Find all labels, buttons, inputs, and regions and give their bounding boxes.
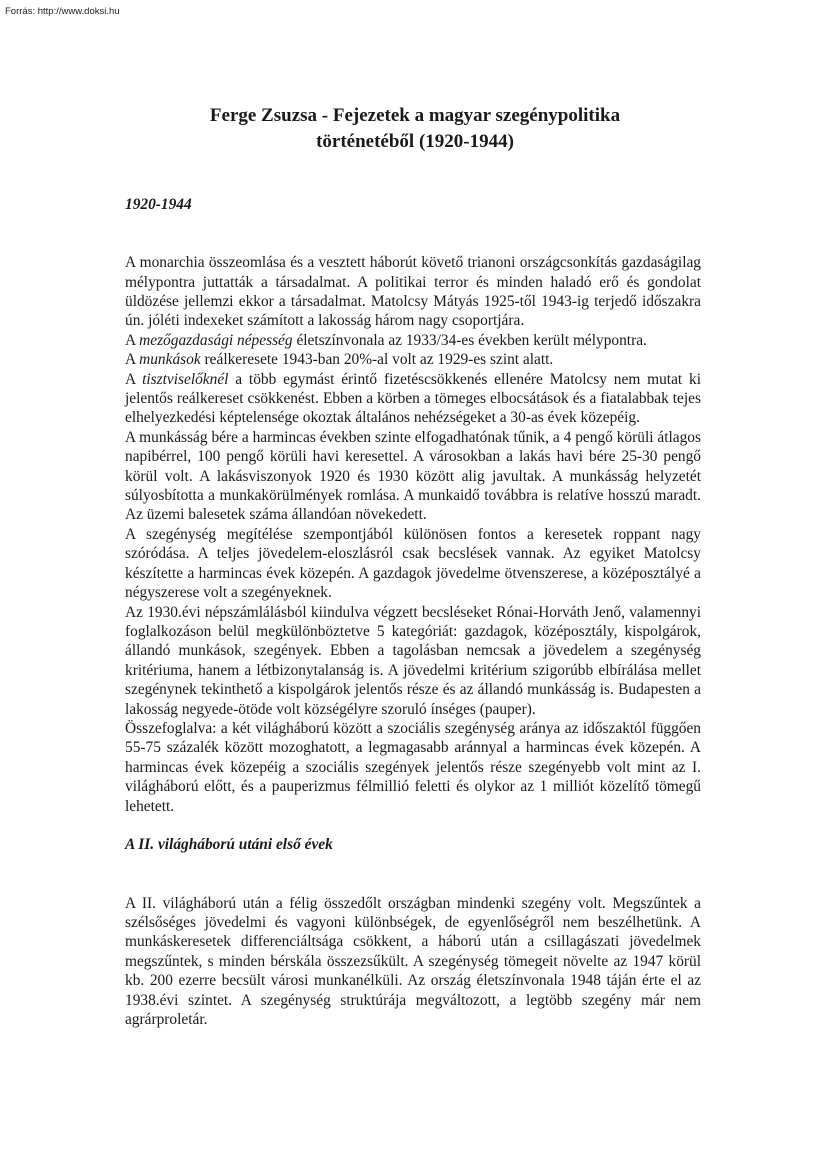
emphasis-workers: munkások	[139, 351, 201, 369]
text-span: A	[125, 370, 143, 388]
text-span: életszínvonala az 1933/34-es években került mélypontra.	[292, 331, 647, 349]
paragraph-census: Az 1930.évi népszámlálásból kiindulva végzett becsléseket Rónai-Horváth Jenő, valamennyi foglalkozáson belül megkülönböztetve 5 kategóriát: gazdagok, középosztály, kispolgárok, állandó munkások, szegények. Ebben a tagolásban nemcsak a jövedelem a szegénység kritériuma, hanem a létbizonytalanság is. A jövedelmi kritérium szigorúbb elbírálása mellet szegénynek tekinthető a kispolgárok jelentős része és az állandó munkásság is. Budapesten a lakosság negyede-ötöde volt községélyre szoruló ínséges (pauper).	[125, 603, 701, 718]
section-heading-1920-1944: 1920-1944	[125, 196, 192, 213]
paragraph-postwar: A II. világháború után a félig összedőlt országban mindenki szegény volt. Megszűntek a szélsőséges jövedelmi és vagyoni különbségek, de egyenlőségről nem beszélhetünk. A munkáskeresetek differenciáltsága csökkent, a háború után a csillagászati jövedelmek megszűntek, s minden bérskála összezsűkült. A szegénység tömegeit növelte az 1947 körül kb. 200 ezerre becsült városi munkanélküli. Az ország életszínvonala 1948 táján érte el az 1938.évi szintet. A szegénység struktúrája megváltozott, a legtöbb szegény már nem agrárproletár.	[125, 894, 701, 1028]
emphasis-agricultural: mezőgazdasági népesség	[139, 331, 293, 349]
document-body	[125, 195, 701, 1029]
paragraph-wages: A munkásság bére a harmincas években szinte elfogadhatónak tűnik, a 4 pengő körüli átlagos napibérrel, 100 pengő körüli havi keresettel. A városokban a lakás havi bére 25-30 pengő körül volt. A lakásviszonyok 1920 és 1930 között alig javultak. A munkásság helyzetét súlyosbította a munkakörülmények romlása. A munkaidő továbbra is relatíve hosszú maradt. Az üzemi balesetek száma állandóan növekedett.	[125, 428, 701, 524]
section-heading-postwar: A II. világháború utáni első évek	[125, 836, 333, 854]
title-line-2: történetéből (1920-1944)	[316, 131, 514, 152]
title-line-1: Ferge Zsuzsa - Fejezetek a magyar szegénypolitika	[209, 105, 621, 126]
paragraph-summary: Összefoglalva: a két világháború között a szociális szegénység aránya az időszaktól függően 55-75 százalék között mozoghatott, a legmagasabb aránnyal a harmincas évek közepén. A harmincas évek közepéig a szociális szegények jelentős része szegényebb volt mint az I. világháború előtt, és a pauperizmus félmillió feletti és olykor az 1 milliót közelítő tömegű lehetett.	[125, 719, 701, 815]
emphasis-officials: tisztviselőknél	[142, 370, 229, 388]
document-title	[100, 103, 730, 155]
text-span: reálkeresete 1943-ban 20%-al volt az 1929-es szint alatt.	[200, 351, 554, 369]
text-span: a több egymást érintő fizetéscsökkenés ellenére Matolcsy nem mutat ki jelentős reálkereset csökkenést. Ebben a körben a tömeges elbocsátások és a fiatalabbak tejes elhelyezkedési képtelensége okoztak általános nehézségeket a 30-as évek közepéig.	[125, 370, 701, 427]
paragraph-officials	[125, 370, 701, 428]
text-span: A	[125, 331, 140, 349]
text-span: A	[125, 351, 140, 369]
paragraph-agricultural	[125, 331, 701, 350]
paragraph-workers	[125, 350, 701, 369]
source-url: Forrás: http://www.doksi.hu	[5, 6, 120, 17]
paragraph-income-distribution: A szegénység megítélése szempontjából különösen fontos a keresetek roppant nagy szóródása. A teljes jövedelem-eloszlásról csak becslések vannak. Az egyiket Matolcsy készítette a harmincas évek közepén. A gazdagok jövedelme ötvenszerese, a középosztályé a négyszerese volt a szegényeknek.	[125, 525, 701, 602]
paragraph-intro: A monarchia összeomlása és a vesztett háborút követő trianoni országcsonkítás gazdaságilag mélypontra juttatták a társadalmat. A politikai terror és minden haladó erő és gondolat üldözése jellemzi ekkor a társadalmat. Matolcsy Mátyás 1925-től 1943-ig terjedő időszakra ún. jóléti indexeket számított a lakosság három nagy csoportjára.	[125, 254, 701, 330]
